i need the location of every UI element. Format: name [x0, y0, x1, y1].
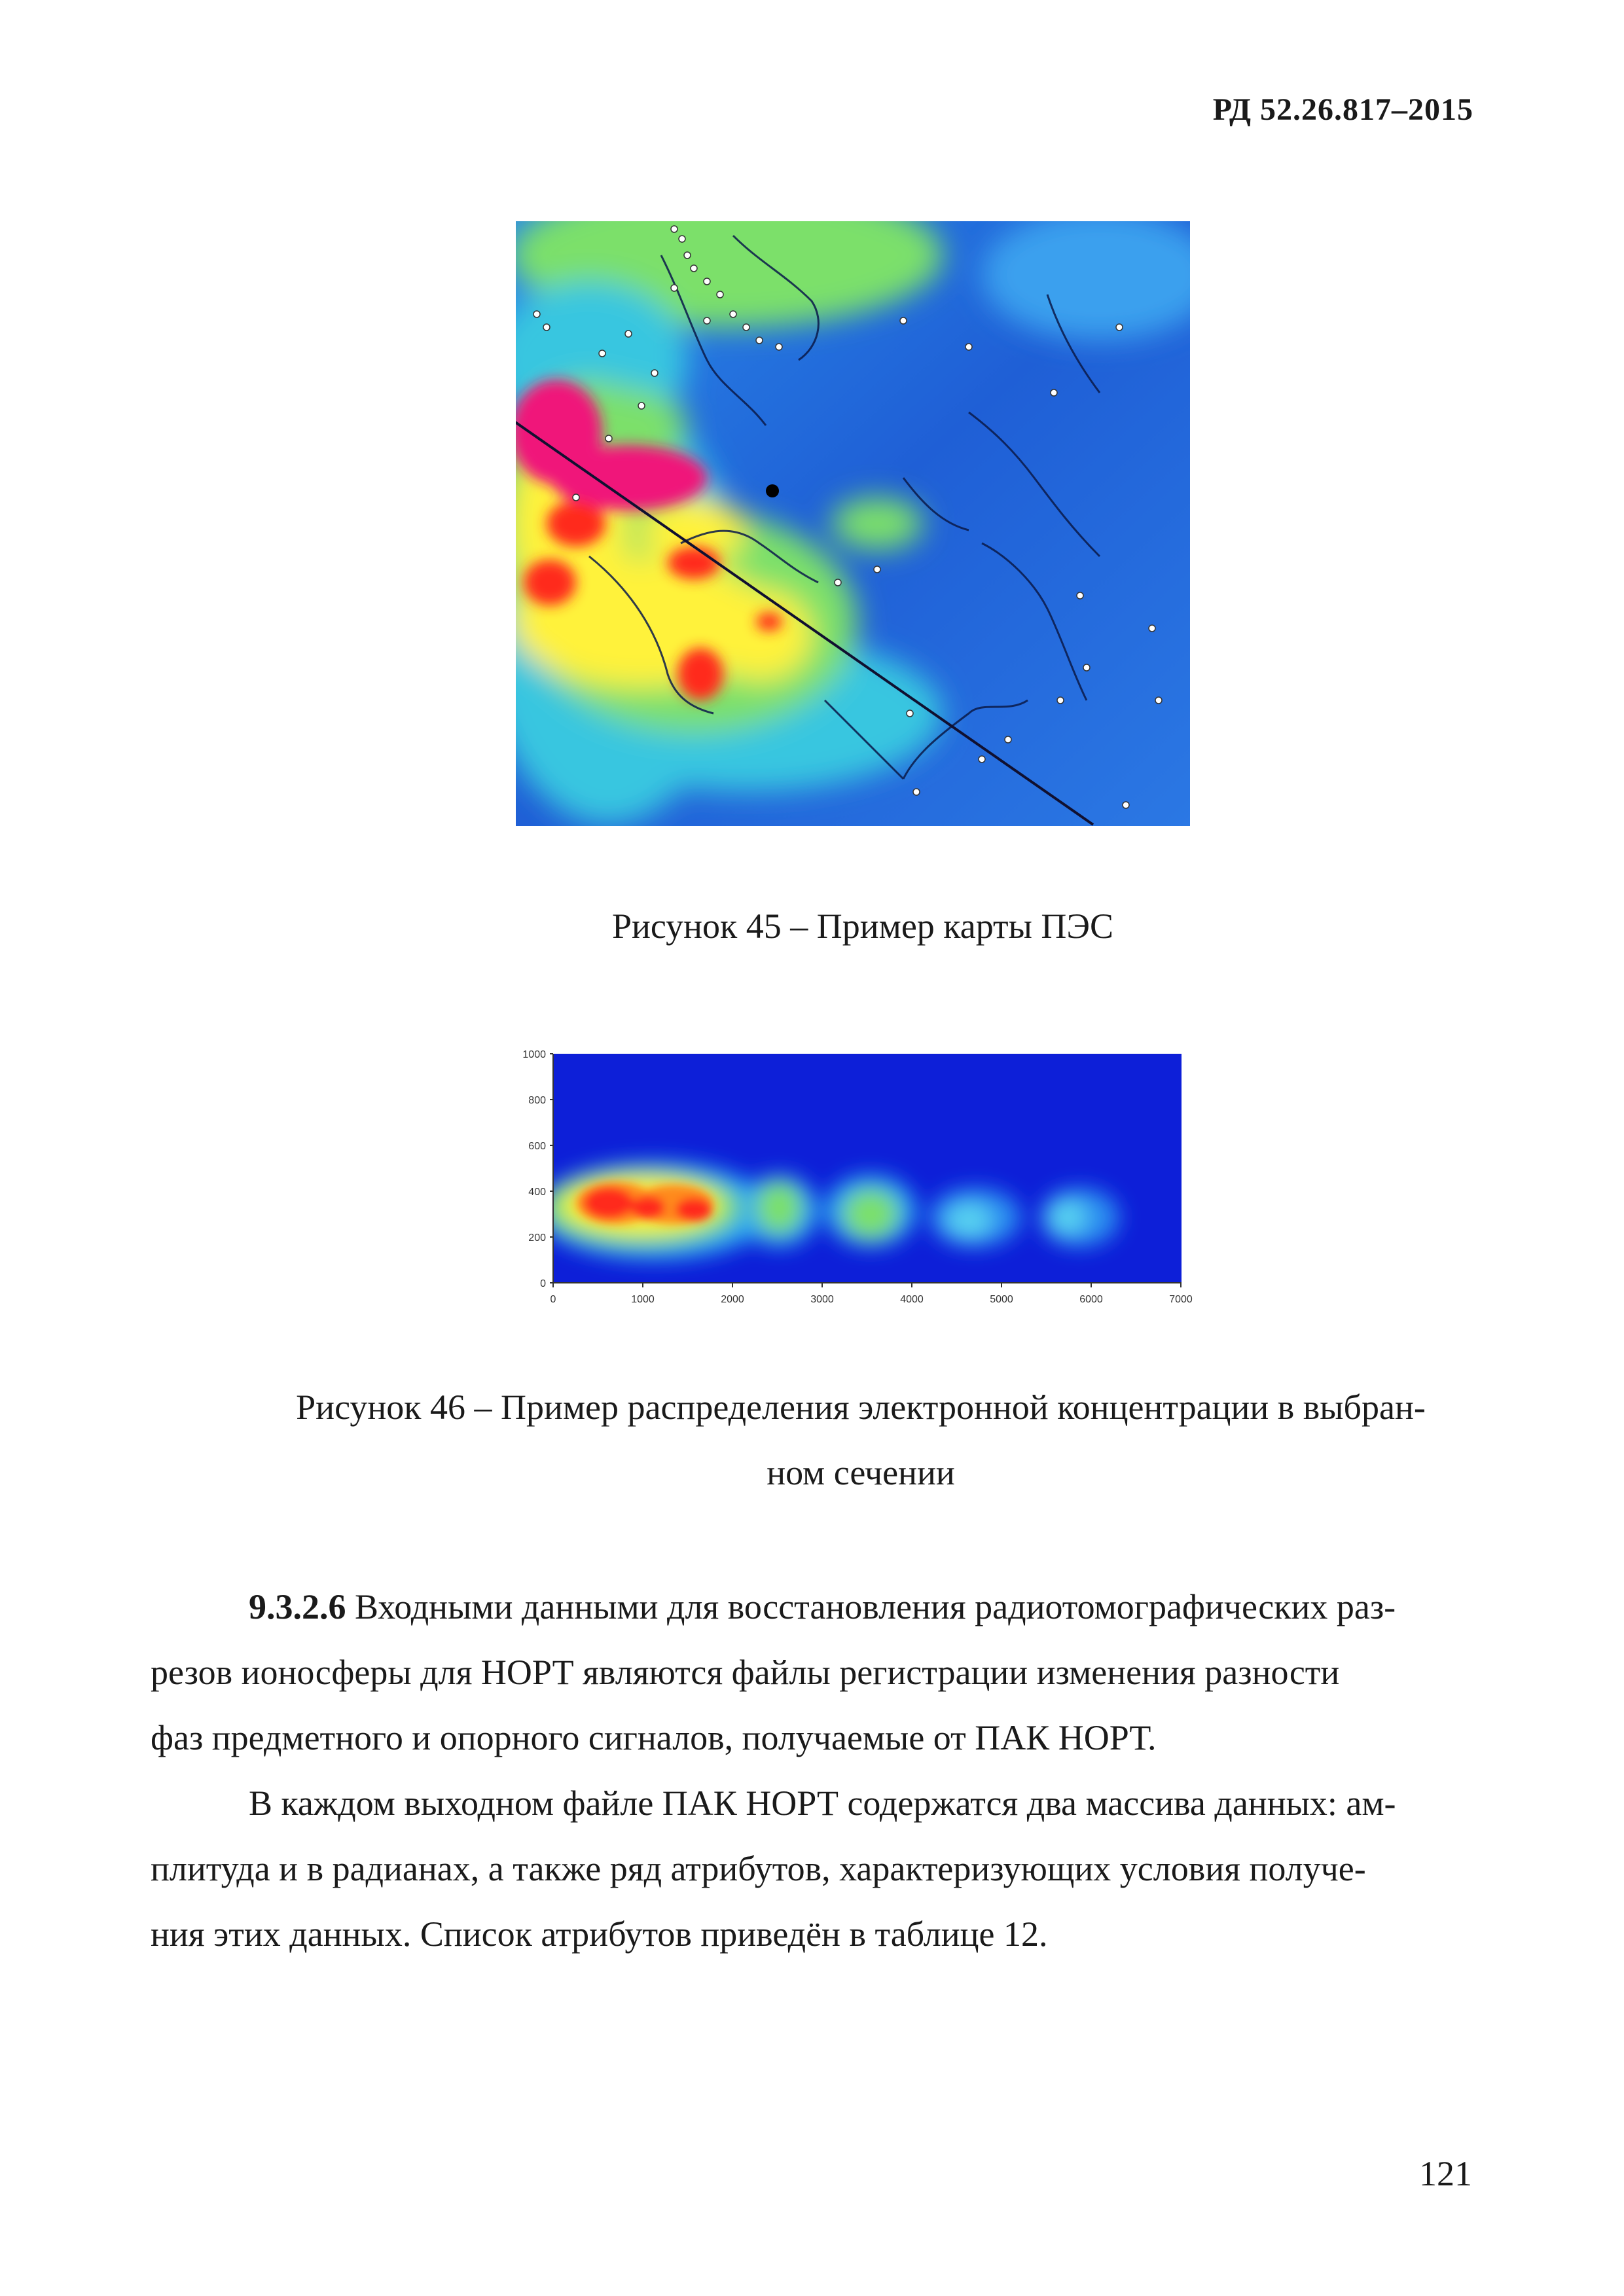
y-tick: 600 [528, 1141, 546, 1152]
paragraph-line: ния этих данных. Список атрибутов приведён в таблице 12. [151, 1914, 1048, 1954]
tec-map-figure [511, 216, 1191, 831]
x-tick: 1000 [631, 1294, 655, 1305]
paragraph-line: резов ионосферы для НОРТ являются файлы регистрации изменения разности [151, 1653, 1340, 1692]
reference-point-marker [766, 484, 779, 497]
paragraph-line: плитуда и в радианах, а также ряд атрибутов, характеризующих условия получе- [151, 1849, 1366, 1888]
x-tick: 2000 [721, 1294, 744, 1305]
paragraph-line: Входными данными для восстановления радиотомографических раз- [355, 1587, 1396, 1626]
x-tick: 3000 [810, 1294, 834, 1305]
x-tick: 5000 [990, 1294, 1013, 1305]
y-tick: 200 [528, 1232, 546, 1244]
figure-45-caption: Рисунок 45 – Пример карты ПЭС [611, 906, 1114, 946]
figure-46-caption-line2: ном сечении [767, 1453, 955, 1492]
paragraph-output-files [151, 1770, 1473, 1967]
section-number: 9.3.2.6 [249, 1587, 346, 1626]
x-tick: 0 [550, 1294, 556, 1305]
paragraph-line: В каждом выходном файле ПАК НОРТ содержатся два массива данных: ам- [249, 1784, 1396, 1823]
x-tick: 7000 [1169, 1294, 1193, 1305]
x-tick: 6000 [1079, 1294, 1103, 1305]
y-tick: 800 [528, 1095, 546, 1106]
paragraph-9-3-2-6 [151, 1574, 1473, 1770]
page-number: 121 [1419, 2154, 1472, 2193]
electron-concentration-figure [504, 1028, 1211, 1361]
y-tick: 400 [528, 1187, 546, 1198]
paragraph-line: фаз предметного и опорного сигналов, получаемые от ПАК НОРТ. [151, 1718, 1157, 1757]
figure-46-caption-line1: Рисунок 46 – Пример распределения электронной концентрации в выбран- [296, 1388, 1426, 1427]
figure-46-caption [249, 1374, 1473, 1505]
y-tick: 1000 [522, 1049, 546, 1060]
y-tick: 0 [540, 1278, 546, 1289]
document-code: РД 52.26.817–2015 [1212, 92, 1473, 127]
x-tick: 4000 [900, 1294, 924, 1305]
